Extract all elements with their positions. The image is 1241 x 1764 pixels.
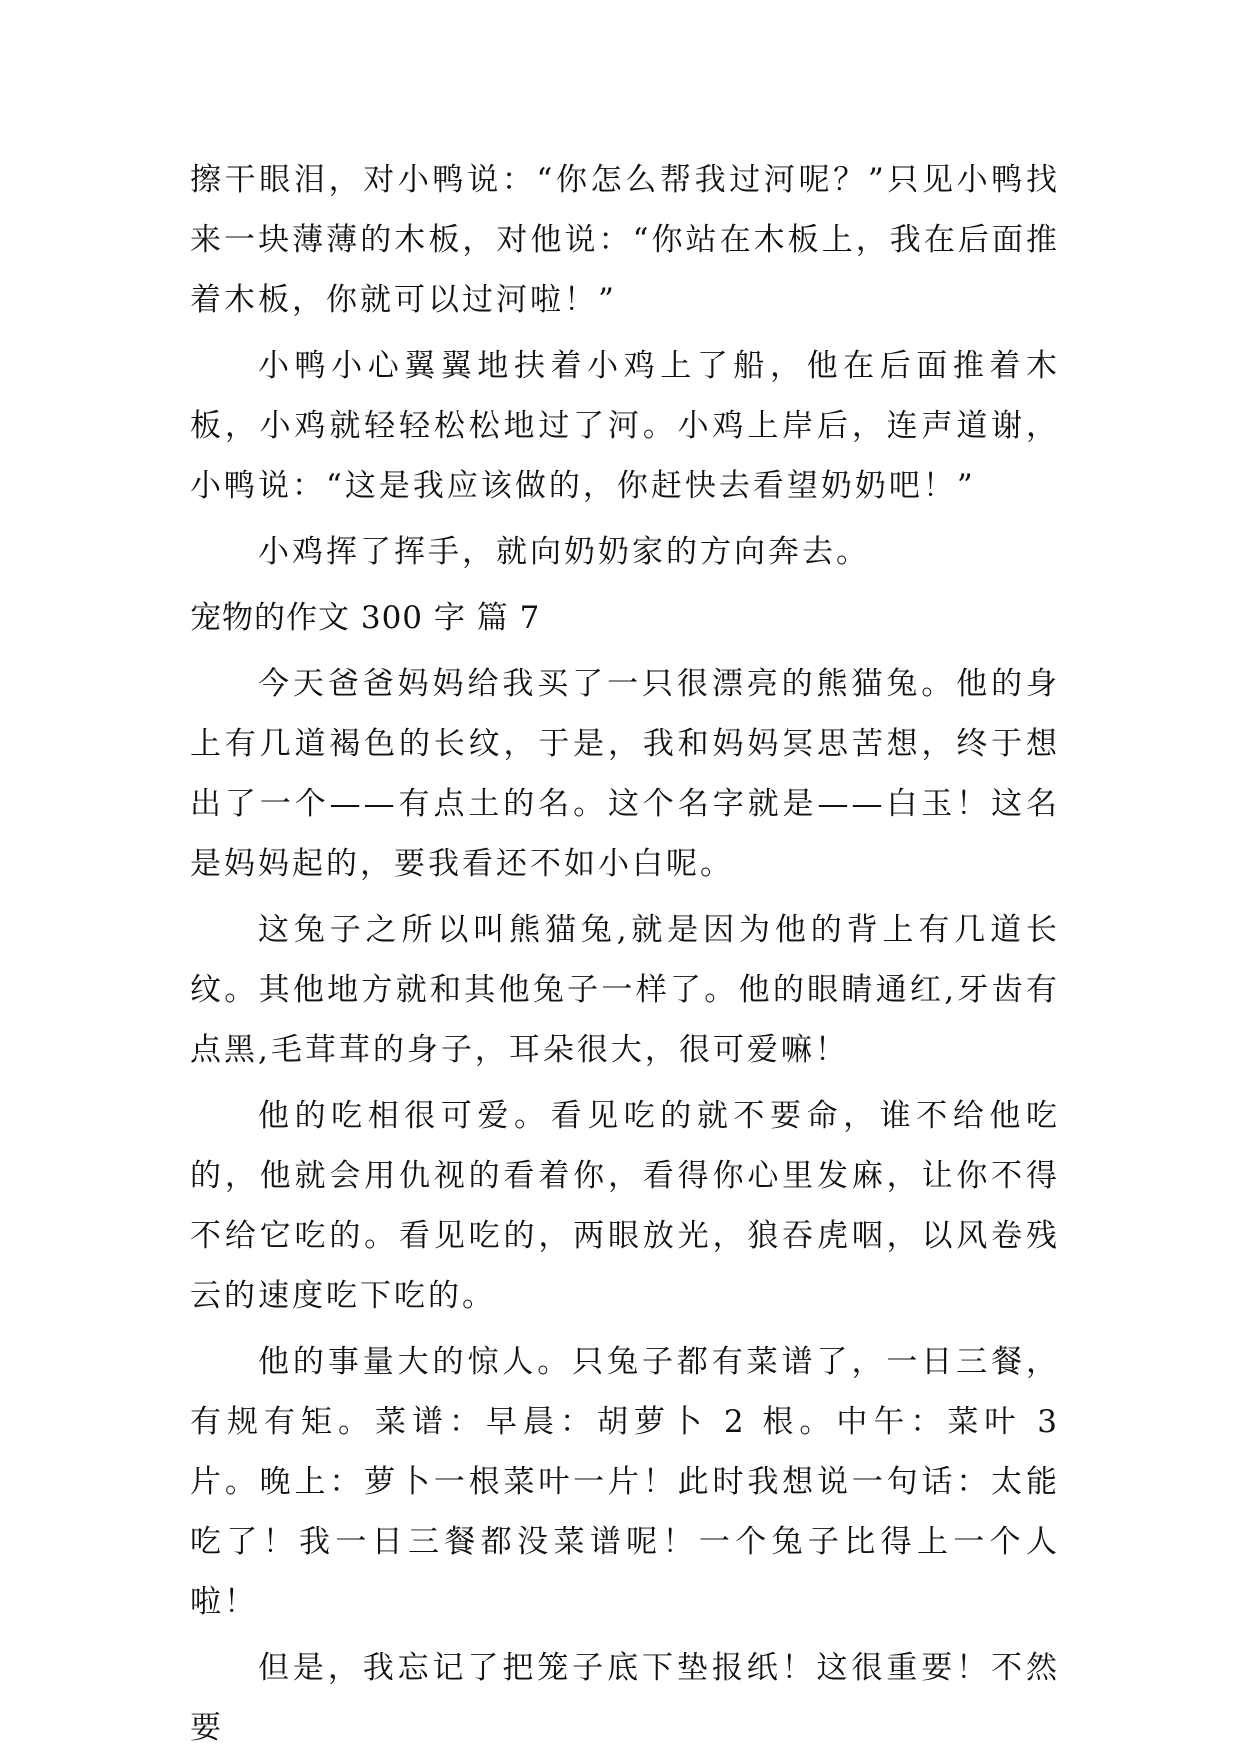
paragraph: 他的事量大的惊人。只兔子都有菜谱了，一日三餐，有规有矩。菜谱：早晨：胡萝卜 2 根。中午：菜叶 3 片。晚上：萝卜一根菜叶一片！此时我想说一句话：太能吃了！我一日三餐都没菜谱呢！一个兔子比得上一个人啦！ (190, 1344, 1060, 1620)
paragraph: 这兔子之所以叫熊猫兔,就是因为他的背上有几道长纹。其他地方就和其他兔子一样了。他的眼睛通红,牙齿有点黑,毛茸茸的身子，耳朵很大，很可爱嘛！ (190, 912, 1060, 1068)
paragraph: 他的吃相很可爱。看见吃的就不要命，谁不给他吃的，他就会用仇视的看着你，看得你心里发麻，让你不得不给它吃的。看见吃的，两眼放光，狼吞虎咽，以风卷残云的速度吃下吃的。 (190, 1098, 1060, 1314)
paragraph: 但是，我忘记了把笼子底下垫报纸！这很重要！不然要 (190, 1650, 1060, 1746)
paragraph-continued: 擦干眼泪，对小鸭说：“你怎么帮我过河呢？”只见小鸭找来一块薄薄的木板，对他说：“你站在木板上，我在后面推着木板，你就可以过河啦！” (190, 162, 1060, 318)
document-body (190, 150, 1060, 1764)
paragraph: 小鸡挥了挥手，就向奶奶家的方向奔去。 (258, 534, 870, 570)
section-heading: 宠物的作文 300 字 篇 7 (190, 600, 541, 636)
paragraph: 今天爸爸妈妈给我买了一只很漂亮的熊猫兔。他的身上有几道褐色的长纹，于是，我和妈妈冥思苦想，终于想出了一个——有点土的名。这个名字就是——白玉！这名是妈妈起的，要我看还不如小白呢。 (190, 666, 1060, 882)
paragraph: 小鸭小心翼翼地扶着小鸡上了船，他在后面推着木板，小鸡就轻轻松松地过了河。小鸡上岸后，连声道谢，小鸭说：“这是我应该做的，你赶快去看望奶奶吧！” (190, 348, 1060, 504)
